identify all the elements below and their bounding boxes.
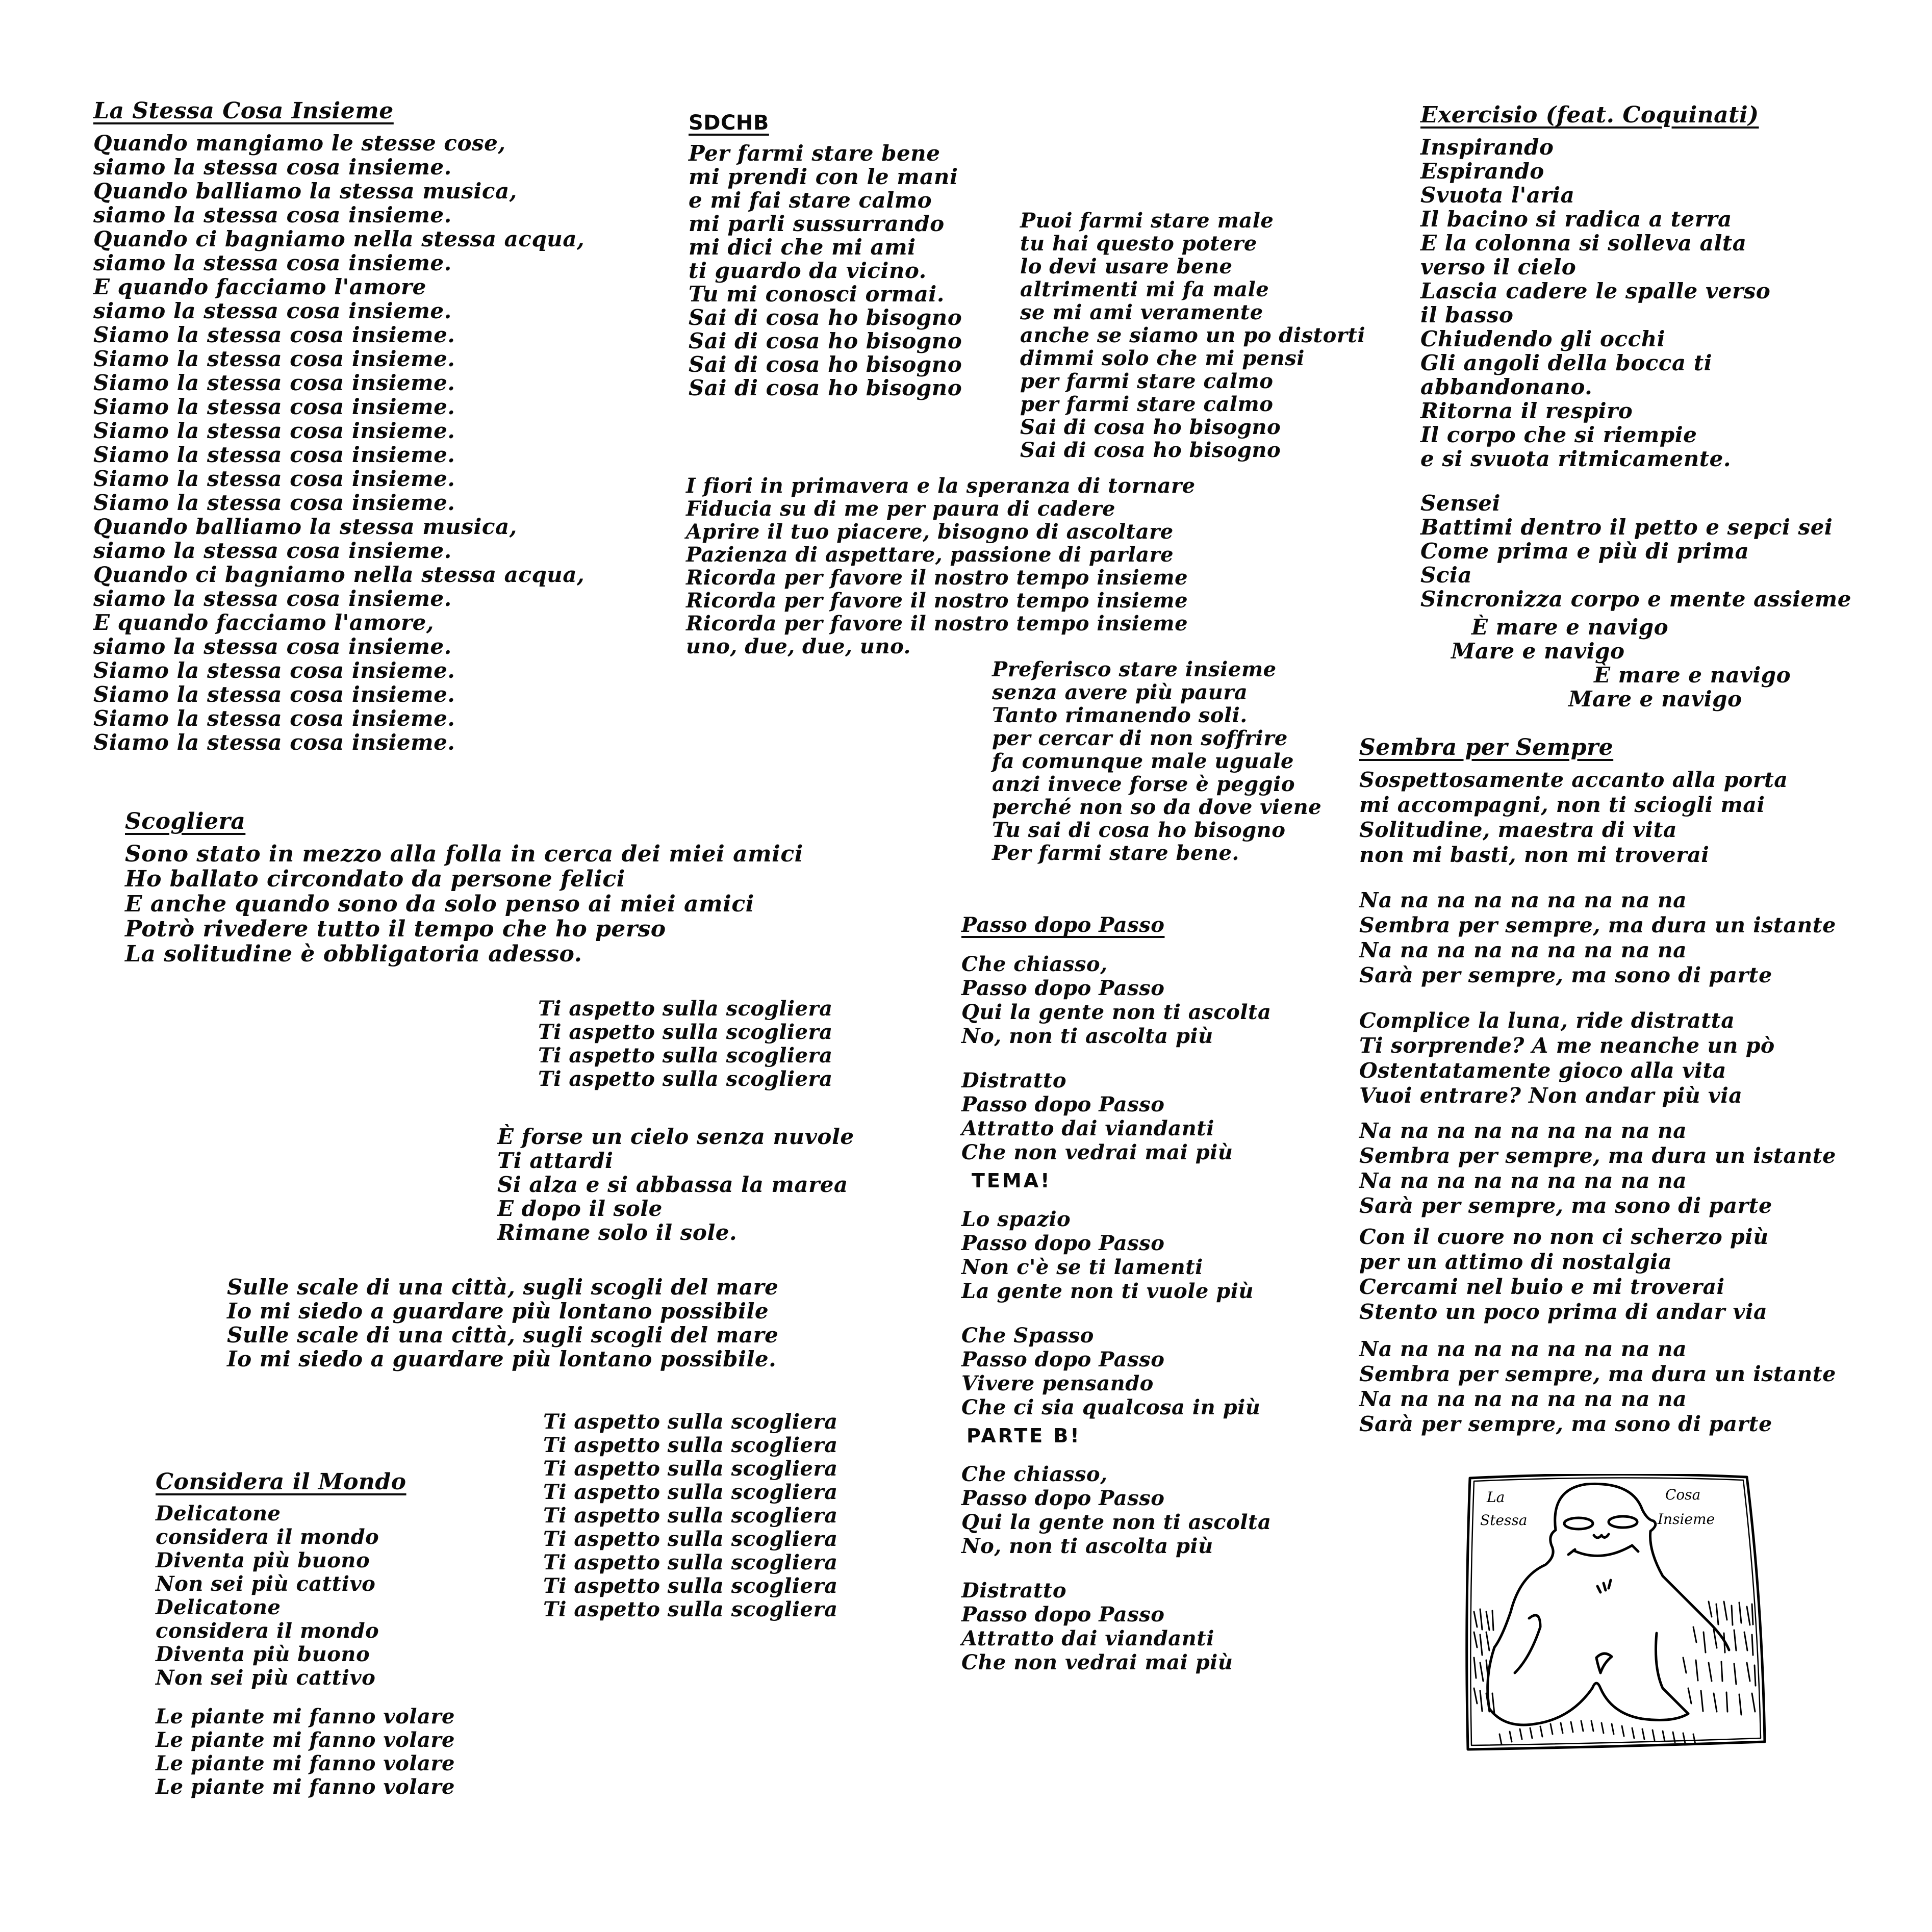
lyric-line: Sulle scale di una città, sugli scogli del mare bbox=[227, 1323, 779, 1348]
lyric-line: Passo dopo Passo bbox=[961, 1231, 1165, 1255]
lyrics-verse4 bbox=[961, 1324, 1271, 1419]
lyric-line: E dopo il sole bbox=[497, 1196, 663, 1221]
lyric-line: Tanto rimanendo soli. bbox=[992, 703, 1248, 727]
lyric-line: Ti aspetto sulla scogliera bbox=[543, 1597, 838, 1621]
song-la-stessa-cosa-insieme bbox=[93, 98, 584, 754]
lyric-line: Quando ci bagniamo nella stessa acqua, bbox=[93, 562, 585, 587]
song-scogliera-chorus2 bbox=[543, 1410, 838, 1621]
lyric-line: È mare e navigo bbox=[1594, 663, 1791, 688]
lyric-line: mi accompagni, non ti sciogli mai bbox=[1359, 793, 1765, 817]
lyric-line: Tu mi conosci ormai. bbox=[689, 282, 945, 307]
lyrics bbox=[1420, 135, 1851, 471]
lyric-line: ti guardo da vicino. bbox=[689, 258, 927, 283]
lyric-line: Quando mangiamo le stesse cose, bbox=[93, 131, 506, 156]
lyric-line: Sensei bbox=[1420, 491, 1501, 516]
lyric-line: Ho ballato circondato da persone felici bbox=[125, 866, 625, 892]
lyric-line: Siamo la stessa cosa insieme. bbox=[93, 346, 455, 371]
lyric-line: Sospettosamente accanto alla porta bbox=[1359, 768, 1788, 792]
lyric-line: Quando balliamo la stessa musica, bbox=[93, 179, 517, 204]
lyric-line: Lo spazio bbox=[961, 1207, 1071, 1231]
lyric-line: siamo la stessa cosa insieme. bbox=[93, 298, 452, 323]
lyric-line: Passo dopo Passo bbox=[961, 1486, 1165, 1510]
lyric-line: No, non ti ascolta più bbox=[961, 1534, 1213, 1558]
lyric-line: Ostentatamente gioco alla vita bbox=[1359, 1058, 1726, 1083]
lyric-line: Puoi farmi stare male bbox=[1020, 209, 1274, 233]
cover-drawing bbox=[1464, 1474, 1780, 1765]
lyric-line: Sai di cosa ho bisogno bbox=[689, 328, 962, 353]
lyric-line: Ti aspetto sulla scogliera bbox=[538, 1020, 833, 1044]
song-title: Considera il Mondo bbox=[156, 1469, 406, 1495]
lyric-line: Siamo la stessa cosa insieme. bbox=[93, 466, 455, 491]
lyric-line: se mi ami veramente bbox=[1020, 300, 1263, 324]
lyric-line: Passo dopo Passo bbox=[961, 976, 1165, 1000]
lyrics-verse1 bbox=[156, 1502, 455, 1690]
lyric-line: Quando balliamo la stessa musica, bbox=[93, 514, 517, 539]
lyrics-verse1 bbox=[961, 952, 1271, 1048]
lyric-line: Siamo la stessa cosa insieme. bbox=[93, 706, 455, 731]
lyric-line: Si alza e si abbassa la marea bbox=[497, 1172, 848, 1197]
lyric-line: Ricorda per favore il nostro tempo insieme bbox=[686, 566, 1188, 590]
lyric-line: Delicatone bbox=[156, 1595, 281, 1619]
lyric-line: Siamo la stessa cosa insieme. bbox=[93, 490, 455, 515]
lyrics-verse2 bbox=[961, 1069, 1271, 1164]
lyric-line: fa comunque male uguale bbox=[992, 749, 1294, 773]
lyrics-verse3 bbox=[1359, 1225, 1836, 1325]
lyric-line: altrimenti mi fa male bbox=[1020, 277, 1269, 301]
lyric-line: Vuoi entrare? Non andar più via bbox=[1359, 1083, 1743, 1108]
lyric-line: E anche quando sono da solo penso ai miei amici bbox=[125, 891, 754, 917]
lyric-line: Siamo la stessa cosa insieme. bbox=[93, 682, 455, 707]
lyric-line: Siamo la stessa cosa insieme. bbox=[93, 730, 455, 755]
lyric-line: anche se siamo un po distorti bbox=[1020, 323, 1366, 347]
lyric-line: perché non so da dove viene bbox=[992, 795, 1322, 819]
lyric-line: Ti aspetto sulla scogliera bbox=[543, 1410, 838, 1434]
lyric-line: È forse un cielo senza nuvole bbox=[497, 1124, 854, 1149]
lyric-line: Sono stato in mezzo alla folla in cerca dei miei amici bbox=[125, 841, 803, 867]
lyric-line: Il corpo che si riempie bbox=[1420, 422, 1697, 447]
lyric-line: Inspirando bbox=[1420, 135, 1554, 160]
lyric-line: mi prendi con le mani bbox=[689, 164, 958, 189]
lyric-line: Chiudendo gli occhi bbox=[1420, 326, 1666, 351]
lyric-line: e mi fai stare calmo bbox=[689, 188, 932, 213]
lyric-line: Diventa più buono bbox=[156, 1642, 370, 1666]
lyric-line: Lascia cadere le spalle verso bbox=[1420, 278, 1771, 303]
lyric-line: verso il cielo bbox=[1420, 255, 1577, 279]
lyric-line: Passo dopo Passo bbox=[961, 1348, 1165, 1371]
song-title: Scogliera bbox=[125, 808, 246, 834]
lyric-line: Ti attardi bbox=[497, 1148, 614, 1173]
song-scogliera-verse3 bbox=[227, 1275, 778, 1371]
lyrics-verse1 bbox=[1359, 768, 1836, 868]
lyric-line: Ricorda per favore il nostro tempo insieme bbox=[686, 612, 1188, 635]
lyric-line: Che chiasso, bbox=[961, 952, 1108, 976]
song-sembra-per-sempre bbox=[1359, 734, 1836, 1437]
song-exercisio bbox=[1420, 102, 1851, 711]
song-sdchb-verse3 bbox=[992, 658, 1321, 865]
lyric-line: Con il cuore no non ci scherzo più bbox=[1359, 1225, 1769, 1249]
lyric-line: Sai di cosa ho bisogno bbox=[689, 305, 962, 330]
song-title: SDCHB bbox=[689, 111, 769, 135]
lyric-line: Scia bbox=[1420, 563, 1472, 588]
lyric-line: dimmi solo che mi pensi bbox=[1020, 346, 1305, 370]
lyric-line: Na na na na na na na na na bbox=[1359, 888, 1687, 912]
lyric-line: Ti aspetto sulla scogliera bbox=[538, 1067, 833, 1091]
lyric-line: per un attimo di nostalgia bbox=[1359, 1250, 1672, 1274]
lyric-line: Sincronizza corpo e mente assieme bbox=[1420, 587, 1851, 612]
lyric-line: lo devi usare bene bbox=[1020, 255, 1233, 278]
lyric-line: Sulle scale di una città, sugli scogli del mare bbox=[227, 1275, 779, 1300]
lyrics-verse2 bbox=[686, 474, 1196, 658]
lyric-line: Le piante mi fanno volare bbox=[156, 1775, 455, 1799]
lyric-line: Ti aspetto sulla scogliera bbox=[543, 1504, 838, 1528]
lyrics-verse2 bbox=[1359, 1008, 1836, 1108]
drawing-text-cosa: Cosa bbox=[1665, 1486, 1701, 1503]
song-title: Passo dopo Passo bbox=[961, 913, 1165, 937]
lyrics-chorus3 bbox=[1359, 1337, 1836, 1437]
lyric-line: Mare e navigo bbox=[1451, 639, 1625, 664]
lyric-line: Vivere pensando bbox=[961, 1371, 1154, 1395]
lyric-line: Complice la luna, ride distratta bbox=[1359, 1008, 1735, 1033]
lyric-line: Il bacino si radica a terra bbox=[1420, 207, 1732, 232]
lyric-line: Ti aspetto sulla scogliera bbox=[543, 1527, 838, 1551]
lyric-line: siamo la stessa cosa insieme. bbox=[93, 155, 452, 180]
lyric-line: Preferisco stare insieme bbox=[992, 657, 1277, 681]
lyrics-col1 bbox=[689, 142, 962, 400]
lyric-line: Ti aspetto sulla scogliera bbox=[543, 1457, 838, 1481]
lyric-line: Ti sorprende? A me neanche un pò bbox=[1359, 1033, 1775, 1058]
lyrics-chorus1 bbox=[538, 997, 833, 1091]
song-sdchb-col2 bbox=[1020, 209, 1365, 462]
lyrics-verse3 bbox=[961, 1207, 1271, 1303]
lyric-line: Per farmi stare bene bbox=[689, 141, 940, 166]
lyric-line: Per farmi stare bene. bbox=[992, 841, 1239, 865]
lyric-line: Le piante mi fanno volare bbox=[156, 1705, 455, 1728]
lyric-line: Fiducia su di me per paura di cadere bbox=[686, 497, 1115, 521]
lyrics-verse3 bbox=[1420, 615, 1851, 711]
lyric-line: Distratto bbox=[961, 1069, 1067, 1092]
lyric-line: Tu sai di cosa ho bisogno bbox=[992, 818, 1286, 842]
lyrics-chorus1 bbox=[1359, 888, 1836, 988]
lyric-line: Qui la gente non ti ascolta bbox=[961, 1000, 1272, 1024]
lyric-line: Sai di cosa ho bisogno bbox=[689, 352, 962, 377]
lyric-line: Na na na na na na na na na bbox=[1359, 1337, 1687, 1361]
lyric-line: mi parli sussurrando bbox=[689, 211, 945, 236]
lyric-line: La solitudine è obbligatoria adesso. bbox=[125, 941, 582, 967]
lyric-line: per farmi stare calmo bbox=[1020, 369, 1274, 393]
song-title: Exercisio (feat. Coquinati) bbox=[1420, 102, 1759, 128]
lyric-line: Siamo la stessa cosa insieme. bbox=[93, 418, 455, 443]
lyric-line: Ti aspetto sulla scogliera bbox=[543, 1480, 838, 1504]
lyric-line: Delicatone bbox=[156, 1502, 281, 1526]
lyric-line: Qui la gente non ti ascolta bbox=[961, 1510, 1272, 1534]
lyric-line: Sembra per sempre, ma dura un istante bbox=[1359, 913, 1836, 937]
lyric-line: Passo dopo Passo bbox=[961, 1092, 1165, 1116]
lyric-line: siamo la stessa cosa insieme. bbox=[93, 586, 452, 611]
lyric-line: Che Spasso bbox=[961, 1324, 1094, 1348]
section-label-tema: TEMA! bbox=[972, 1170, 1052, 1192]
lyric-line: non mi basti, non mi troverai bbox=[1359, 843, 1710, 867]
lyric-line: Rimane solo il sole. bbox=[497, 1220, 738, 1245]
lyrics-verse2 bbox=[1420, 491, 1851, 611]
lyric-line: Potrò rivedere tutto il tempo che ho perso bbox=[125, 916, 666, 942]
lyric-line: Che non vedrai mai più bbox=[961, 1650, 1233, 1674]
lyric-line: Distratto bbox=[961, 1579, 1067, 1603]
lyric-line: tu hai questo potere bbox=[1020, 232, 1257, 256]
lyric-line: abbandonano. bbox=[1420, 374, 1593, 399]
song-title: Sembra per Sempre bbox=[1359, 734, 1614, 760]
lyrics bbox=[93, 131, 584, 754]
lyric-line: Stento un poco prima di andar via bbox=[1359, 1300, 1768, 1324]
lyric-line: Battimi dentro il petto e sepci sei bbox=[1420, 515, 1833, 540]
lyrics-verse3 bbox=[992, 658, 1321, 865]
drawing-text-la: La bbox=[1487, 1489, 1505, 1506]
lyric-line: Na na na na na na na na na bbox=[1359, 1118, 1687, 1143]
section-label-parte-b: PARTE B! bbox=[967, 1425, 1081, 1447]
lyric-line: Le piante mi fanno volare bbox=[156, 1728, 455, 1752]
lyric-line: Che chiasso, bbox=[961, 1462, 1108, 1486]
drawing-text-stessa: Stessa bbox=[1480, 1512, 1528, 1529]
lyric-line: I fiori in primavera e la speranza di tornare bbox=[686, 474, 1196, 498]
lyric-line: Siamo la stessa cosa insieme. bbox=[93, 394, 455, 419]
lyric-line: Che ci sia qualcosa in più bbox=[961, 1395, 1261, 1419]
lyric-line: Sarà per sempre, ma sono di parte bbox=[1359, 1412, 1772, 1436]
song-considera-il-mondo bbox=[156, 1469, 455, 1799]
lyric-line: per farmi stare calmo bbox=[1020, 392, 1274, 416]
song-scogliera bbox=[125, 808, 803, 967]
lyrics-verse2 bbox=[497, 1125, 854, 1244]
lyric-line: Mare e navigo bbox=[1568, 687, 1742, 711]
lyric-line: Na na na na na na na na na bbox=[1359, 1168, 1687, 1193]
lyric-line: senza avere più paura bbox=[992, 680, 1248, 704]
song-scogliera-chorus1 bbox=[538, 997, 833, 1091]
lyric-line: Diventa più buono bbox=[156, 1548, 370, 1572]
lyric-line: Siamo la stessa cosa insieme. bbox=[93, 370, 455, 395]
lyric-line: siamo la stessa cosa insieme. bbox=[93, 538, 452, 563]
lyric-line: Non sei più cattivo bbox=[156, 1572, 376, 1596]
lyric-line: Cercami nel buio e mi troverai bbox=[1359, 1275, 1725, 1299]
lyrics-chorus2 bbox=[543, 1410, 838, 1621]
song-scogliera-verse2 bbox=[497, 1125, 854, 1244]
lyric-line: Aprire il tuo piacere, bisogno di ascoltare bbox=[686, 520, 1174, 544]
lyrics-chorus2 bbox=[1359, 1118, 1836, 1218]
lyric-line: Come prima e più di prima bbox=[1420, 539, 1749, 564]
lyric-line: siamo la stessa cosa insieme. bbox=[93, 250, 452, 275]
song-title: La Stessa Cosa Insieme bbox=[93, 98, 394, 124]
lyrics-verse6 bbox=[961, 1579, 1271, 1674]
lyric-line: Sarà per sempre, ma sono di parte bbox=[1359, 1193, 1772, 1218]
lyric-line: Espirando bbox=[1420, 159, 1544, 184]
lyric-line: Na na na na na na na na na bbox=[1359, 938, 1687, 962]
lyric-line: Gli angoli della bocca ti bbox=[1420, 350, 1713, 375]
lyric-line: Ti aspetto sulla scogliera bbox=[543, 1574, 838, 1598]
lyric-line: Ti aspetto sulla scogliera bbox=[538, 997, 833, 1021]
lyric-line: E quando facciamo l'amore bbox=[93, 274, 426, 299]
lyric-line: Ritorna il respiro bbox=[1420, 398, 1633, 423]
lyric-line: Solitudine, maestra di vita bbox=[1359, 818, 1677, 842]
lyric-line: Siamo la stessa cosa insieme. bbox=[93, 442, 455, 467]
lyrics-verse2 bbox=[156, 1705, 455, 1799]
lyric-line: Siamo la stessa cosa insieme. bbox=[93, 322, 455, 347]
lyric-line: No, non ti ascolta più bbox=[961, 1024, 1213, 1048]
lyric-line: Ricorda per favore il nostro tempo insieme bbox=[686, 589, 1188, 613]
lyric-line: siamo la stessa cosa insieme. bbox=[93, 202, 452, 227]
lyric-line: Sai di cosa ho bisogno bbox=[1020, 415, 1281, 439]
lyric-line: Sembra per sempre, ma dura un istante bbox=[1359, 1362, 1836, 1386]
lyric-line: Sarà per sempre, ma sono di parte bbox=[1359, 963, 1772, 987]
lyric-line: Svuota l'aria bbox=[1420, 183, 1575, 208]
lyric-line: Siamo la stessa cosa insieme. bbox=[93, 658, 455, 683]
lyric-line: Pazienza di aspettare, passione di parlare bbox=[686, 543, 1174, 567]
lyric-line: La gente non ti vuole più bbox=[961, 1279, 1254, 1303]
lyric-line: È mare e navigo bbox=[1471, 615, 1669, 640]
lyric-line: considera il mondo bbox=[156, 1619, 379, 1643]
lyric-line: Attratto dai viandanti bbox=[961, 1116, 1214, 1140]
lyric-line: Ti aspetto sulla scogliera bbox=[538, 1044, 833, 1067]
lyric-line: Non sei più cattivo bbox=[156, 1666, 376, 1690]
lyric-line: E quando facciamo l'amore, bbox=[93, 610, 434, 635]
lyric-line: siamo la stessa cosa insieme. bbox=[93, 634, 452, 659]
lyric-line: Sai di cosa ho bisogno bbox=[1020, 438, 1281, 462]
lyric-line: Quando ci bagniamo nella stessa acqua, bbox=[93, 226, 585, 251]
lyrics-col2 bbox=[1020, 209, 1365, 462]
lyric-line: considera il mondo bbox=[156, 1525, 379, 1549]
lyrics-verse3 bbox=[227, 1275, 778, 1371]
lyric-line: Io mi siedo a guardare più lontano possibile bbox=[227, 1299, 769, 1324]
lyric-line: E la colonna si solleva alta bbox=[1420, 231, 1747, 256]
lyric-line: Passo dopo Passo bbox=[961, 1603, 1165, 1626]
lyric-line: anzi invece forse è peggio bbox=[992, 772, 1295, 796]
lyric-line: Le piante mi fanno volare bbox=[156, 1751, 455, 1775]
lyric-line: mi dici che mi ami bbox=[689, 235, 916, 260]
lyric-line: Ti aspetto sulla scogliera bbox=[543, 1433, 838, 1457]
lyric-line: per cercar di non soffrire bbox=[992, 726, 1288, 750]
drawing-text-insieme: Insieme bbox=[1658, 1511, 1715, 1528]
creature-illustration-icon bbox=[1464, 1474, 1780, 1765]
lyric-line: il basso bbox=[1420, 302, 1514, 327]
lyric-line: e si svuota ritmicamente. bbox=[1420, 446, 1732, 471]
lyric-line: Non c'è se ti lamenti bbox=[961, 1255, 1203, 1279]
lyric-line: Che non vedrai mai più bbox=[961, 1140, 1233, 1164]
lyrics-verse5 bbox=[961, 1462, 1271, 1558]
lyric-line: uno, due, due, uno. bbox=[686, 634, 911, 658]
song-passo-dopo-passo bbox=[961, 913, 1271, 1674]
lyric-line: Sembra per sempre, ma dura un istante bbox=[1359, 1143, 1836, 1168]
song-sdchb-verse2 bbox=[686, 474, 1196, 658]
lyric-line: Sai di cosa ho bisogno bbox=[689, 375, 962, 400]
lyric-line: Attratto dai viandanti bbox=[961, 1626, 1214, 1650]
lyrics-verse1 bbox=[125, 842, 803, 967]
lyric-line: Ti aspetto sulla scogliera bbox=[543, 1550, 838, 1574]
lyric-line: Na na na na na na na na na bbox=[1359, 1387, 1687, 1411]
song-sdchb bbox=[689, 111, 962, 400]
lyric-line: Io mi siedo a guardare più lontano possibile. bbox=[227, 1346, 777, 1371]
